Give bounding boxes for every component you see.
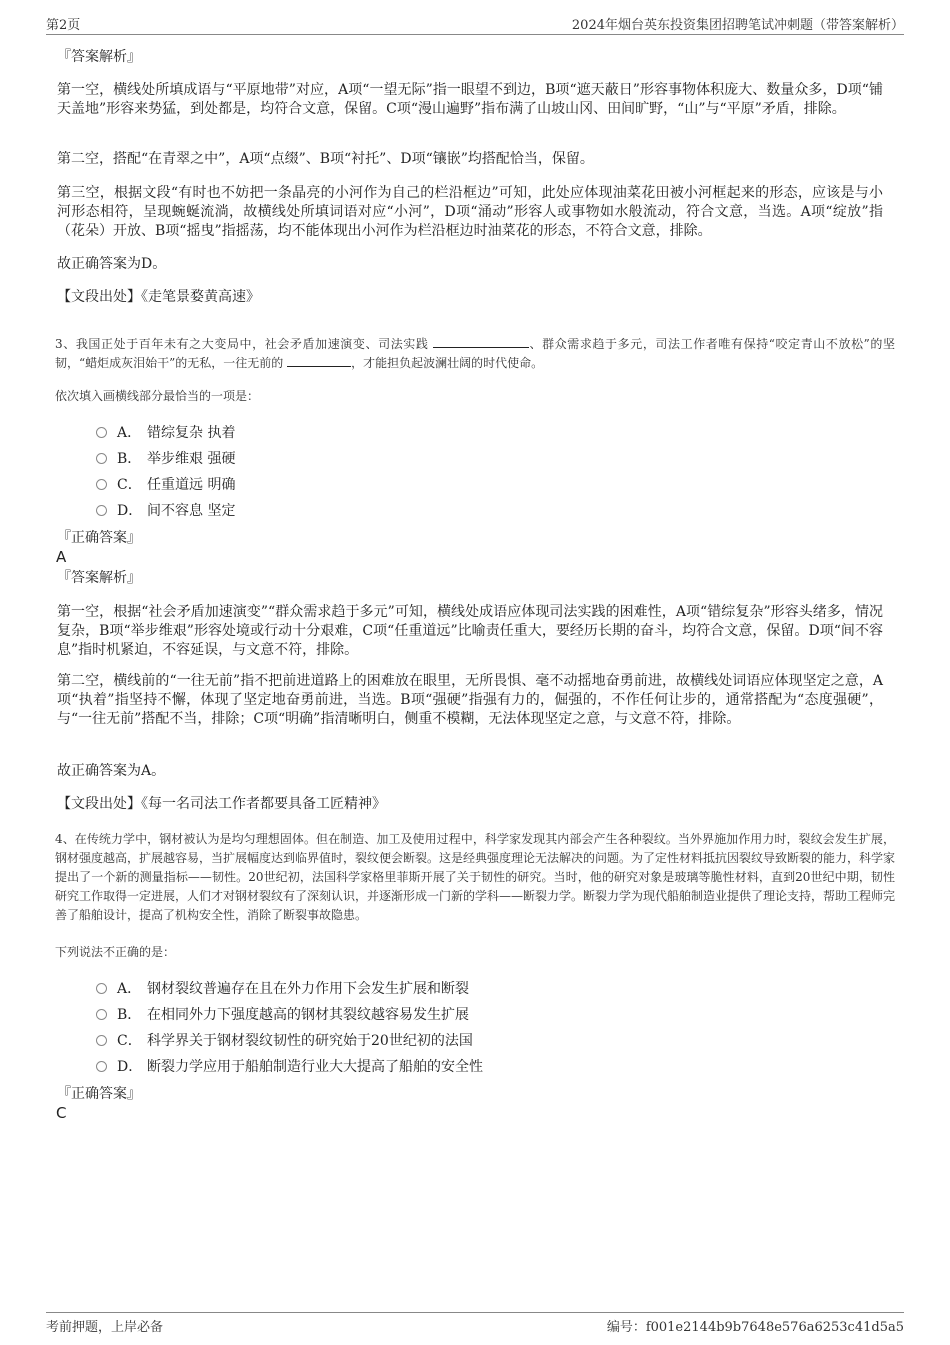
radio-icon[interactable]	[96, 1035, 107, 1046]
option-a[interactable]: A． 钢材裂纹普遍存在且在外力作用下会发生扩展和断裂	[96, 979, 469, 999]
radio-icon[interactable]	[96, 479, 107, 490]
page-footer	[46, 1312, 904, 1335]
analysis-paragraph: 第二空，搭配“在青翠之中”，A项“点缀”、B项“衬托”、D项“镶嵌”均搭配恰当，保留。	[57, 151, 594, 167]
source-note: 【文段出处】《每一名司法工作者都要具备工匠精神》	[57, 796, 386, 812]
analysis-label: 『答案解析』	[57, 570, 141, 586]
page-number: 第2页	[46, 18, 81, 33]
conclusion: 故正确答案为A。	[57, 763, 166, 779]
option-c[interactable]: C． 科学界关于钢材裂纹韧性的研究始于20世纪初的法国	[96, 1031, 473, 1051]
analysis-label: 『答案解析』	[57, 49, 141, 65]
analysis-paragraph: 第一空，横线处所填成语与“平原地带”对应，A项“一望无际”指一眼望不到边，B项“遮天蔽日”形容事物体积庞大、数量众多，D项“铺天盖地”形容来势猛，到处都是，均符合文意，保留。C项“漫山遍野”指布满了山坡山冈、田间旷野，“山”与“平原”矛盾，排除。	[57, 82, 883, 117]
option-c[interactable]: C． 任重道远 明确	[96, 475, 235, 495]
radio-icon[interactable]	[96, 453, 107, 464]
analysis-paragraph: 第一空，根据“社会矛盾加速演变”“群众需求趋于多元”可知，横线处成语应体现司法实践的困难性，A项“错综复杂”形容头绪多，情况复杂，B项“举步维艰”形容处境或行动十分艰难，C项“任重道远”比喻责任重大，要经历长期的奋斗，均符合文意，保留。D项“间不容息”指时机紧迫，不容延误，与文意不符，排除。	[57, 604, 883, 658]
option-d[interactable]: D． 断裂力学应用于船舶制造行业大大提高了船舶的安全性	[96, 1057, 483, 1077]
radio-icon[interactable]	[96, 427, 107, 438]
fill-blank	[433, 335, 529, 348]
answer-value: A	[56, 548, 67, 566]
question-stem	[55, 335, 895, 373]
option-b[interactable]: B． 举步维艰 强硬	[96, 449, 235, 469]
analysis-paragraph: 第三空，根据文段“有时也不妨把一条晶亮的小河作为自己的栏沿框边”可知，此处应体现油菜花田被小河框起来的形态，应该是与小河形态相符，呈现蜿蜒流淌，故横线处所填词语对应“小河”，D项“涌动”形容人或事物如水般流动，符合文意，当选。A项“绽放”指（花朵）开放、B项“摇曳”指摇荡，均不能体现出小河作为栏沿框边时油菜花的形态，不符合文意，排除。	[57, 185, 883, 239]
page-header	[46, 14, 904, 35]
question-prompt: 下列说法不正确的是：	[55, 945, 176, 959]
radio-icon[interactable]	[96, 983, 107, 994]
answer-label: 『正确答案』	[57, 1086, 141, 1102]
fill-blank	[287, 354, 351, 367]
analysis-paragraph: 第二空，横线前的“一往无前”指不把前进道路上的困难放在眼里，无所畏惧、毫不动摇地奋勇前进，故横线处词语应体现坚定之意，A项“执着”指坚持不懈，体现了坚定地奋勇前进，当选。B项“强硬”指强有力的，倔强的，不作任何让步的，通常搭配为“态度强硬”，与“一往无前”搭配不当，排除；C项“明确”指清晰明白，侧重不模糊，无法体现坚定之意，与文意不符，排除。	[57, 673, 883, 727]
radio-icon[interactable]	[96, 1009, 107, 1020]
stem-part: 、群众需求趋于多元，司法工作者唯有保持“咬定青山不放松”的坚韧，“蜡炬成灰泪始干”的无私，一往无前的	[55, 337, 895, 370]
answer-value: C	[56, 1104, 67, 1122]
footer-slogan: 考前押题，上岸必备	[46, 1320, 164, 1335]
question-stem: 4、在传统力学中，钢材被认为是均匀理想固体。但在制造、加工及使用过程中，科学家发现其内部会产生各种裂纹。当外界施加作用力时，裂纹会发生扩展，钢材强度越高，扩展越容易，当扩展幅度达到临界值时，裂纹便会断裂。这是经典强度理论无法解决的问题。为了定性材料抵抗因裂纹导致断裂的能力，科学家提出了一个新的测量指标——韧性。20世纪初，法国科学家格里菲斯开展了关于韧性的研究。当时，他的研究对象是玻璃等脆性材料，直到20世纪中期，韧性研究工作取得一定进展，人们才对钢材裂纹有了深刻认识，并逐渐形成一门新的学科——断裂力学。断裂力学为现代船舶制造业提供了理论支持，帮助工程师完善了船舶设计，提高了机构安全性，消除了断裂事故隐患。	[55, 832, 896, 922]
radio-icon[interactable]	[96, 505, 107, 516]
stem-part: ，才能担负起波澜壮阔的时代使命。	[351, 356, 544, 370]
option-a[interactable]: A． 错综复杂 执着	[96, 423, 235, 443]
source-note: 【文段出处】《走笔景婺黄高速》	[57, 289, 260, 305]
question-prompt: 依次填入画横线部分最恰当的一项是：	[55, 389, 260, 403]
answer-label: 『正确答案』	[57, 530, 141, 546]
conclusion: 故正确答案为D。	[57, 256, 167, 272]
document-id: 编号：f001e2144b9b7648e576a6253c41d5a5	[606, 1320, 904, 1335]
option-d[interactable]: D． 间不容息 坚定	[96, 501, 235, 521]
document-title: 2024年烟台英东投资集团招聘笔试冲刺题（带答案解析）	[571, 18, 904, 33]
radio-icon[interactable]	[96, 1061, 107, 1072]
option-b[interactable]: B． 在相同外力下强度越高的钢材其裂纹越容易发生扩展	[96, 1005, 469, 1025]
stem-part: 3、我国正处于百年未有之大变局中，社会矛盾加速演变、司法实践	[55, 337, 433, 351]
